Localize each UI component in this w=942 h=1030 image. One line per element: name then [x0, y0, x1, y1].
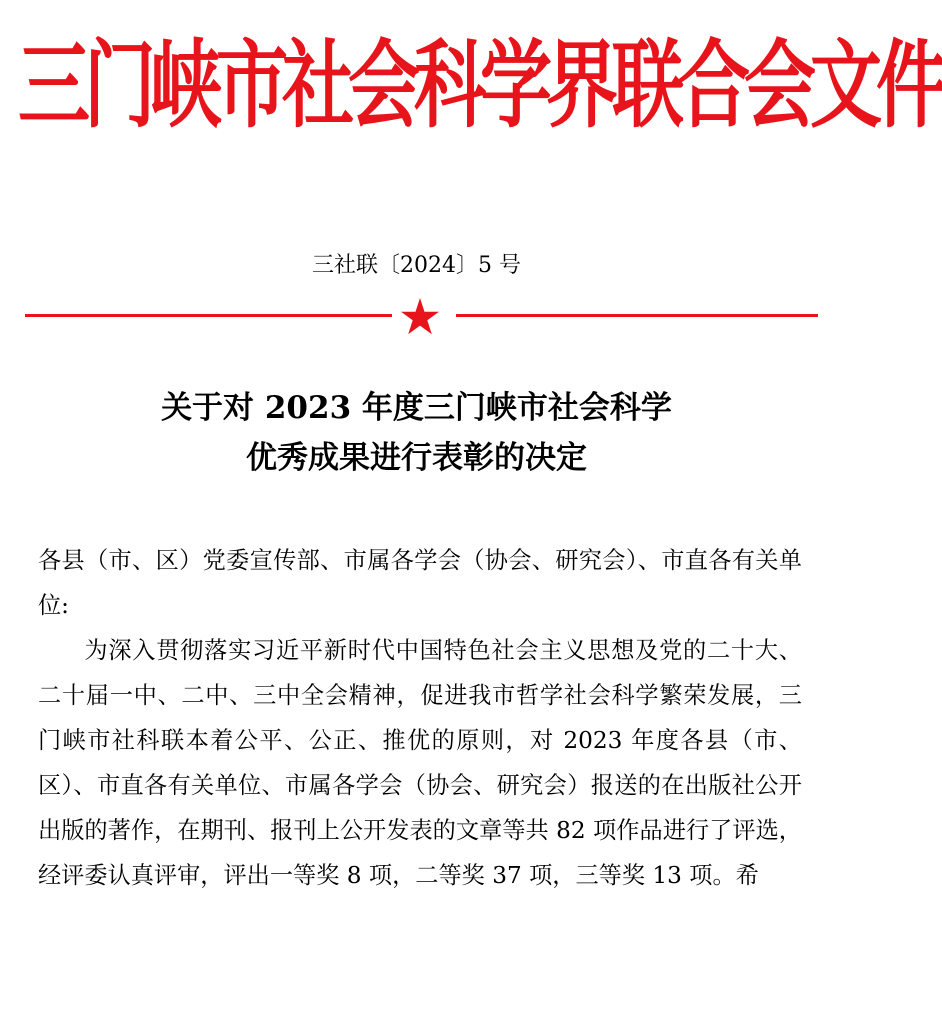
- divider-line-right: [456, 314, 818, 317]
- body-paragraph: 为深入贯彻落实习近平新时代中国特色社会主义思想及党的二十大、二十届一中、二中、三中全会精神，促进我市哲学社会科学繁荣发展，三门峡市社科联本着公平、公正、推优的原则，对 2023 年度各县（市、区）、市直各有关单位、市属各学会（协会、研究会）报送的在出版社公开出版的著作，在期刊、报刊上公开发表的文章等共 82 项作品进行了评选，经评委认真评审，评出一等奖 8 项，二等奖 37 项，三等奖 13 项。希: [38, 637, 802, 889]
- title-line-1: 关于对 2023 年度三门峡市社会科学: [161, 390, 672, 426]
- document-number: 三社联〔2024〕5 号: [312, 253, 521, 278]
- document-title: [0, 383, 833, 483]
- star-icon: [400, 297, 440, 337]
- title-line-2: 优秀成果进行表彰的决定: [246, 440, 587, 476]
- salutation: 各县（市、区）党委宣传部、市属各学会（协会、研究会）、市直各有关单位:: [38, 547, 802, 619]
- divider-line-left: [25, 314, 392, 317]
- document-masthead: 三门峡市社会科学界联合会文件: [18, 28, 942, 141]
- document-body: [38, 538, 802, 898]
